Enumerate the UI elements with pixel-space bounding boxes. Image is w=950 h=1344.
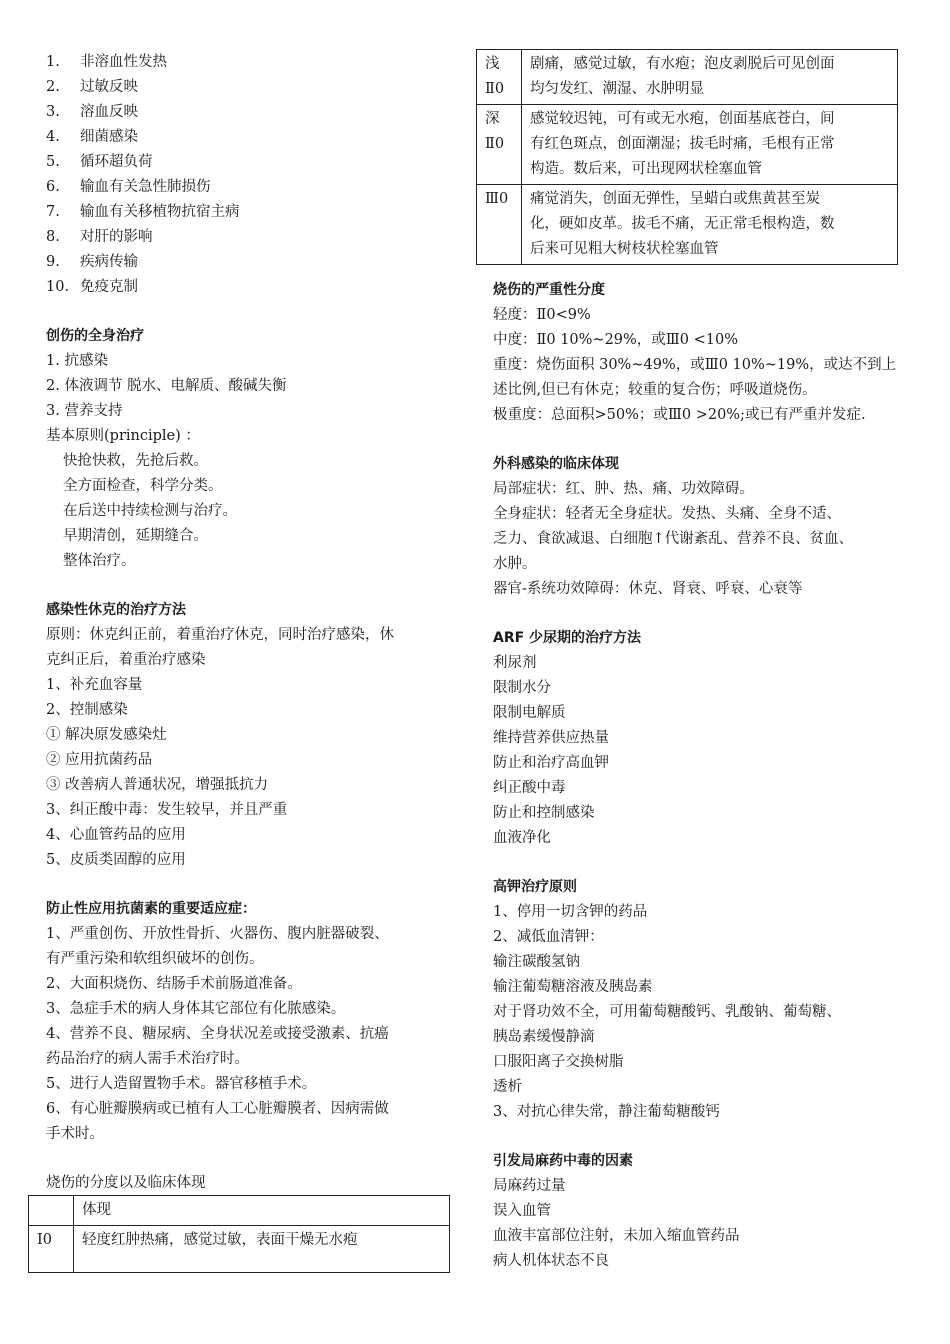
text-line: 血液净化	[493, 830, 551, 846]
text-line: 限制电解质	[493, 705, 566, 721]
text-line: 防止和控制感染	[493, 805, 595, 821]
text-line: 局麻药过量	[493, 1178, 566, 1194]
table-row	[29, 1226, 450, 1273]
text-line: 1、严重创伤、开放性骨折、火器伤、腹内脏器破裂、	[46, 926, 389, 942]
table-header-row	[29, 1196, 450, 1226]
burn-table-part1	[28, 1195, 450, 1273]
text-line: 纠正酸中毒	[493, 780, 566, 796]
text-line: 胰岛素缓慢静滴	[493, 1029, 595, 1045]
text-line: 局部症状：红、肿、热、痛、功效障碍。	[493, 481, 754, 497]
list-item: 9. 疾病传输	[46, 254, 138, 270]
table-cell: 剧痛，感觉过敏，有水疱；泡皮剥脱后可见创面 均匀发红、潮湿、水肿明显	[522, 50, 898, 105]
text-line: 重度：烧伤面积 30%~49%，或Ⅲ0 10%~19%，或达不到上	[493, 357, 897, 373]
table-cell: I0	[29, 1226, 74, 1273]
burn-table-part2	[476, 49, 898, 265]
list-item: 8. 对肝的影响	[46, 229, 153, 245]
text-line: 2、减低血清钾：	[493, 929, 604, 945]
section-heading-antibiotic: 防止性应用抗菌素的重要适应症：	[46, 901, 256, 917]
text-line: 2. 体液调节 脱水、电解质、酸碱失衡	[46, 378, 287, 394]
text-line: 轻度：Ⅱ0<9%	[493, 307, 591, 323]
list-item: 10. 免疫克制	[46, 279, 138, 295]
list-item: 7. 输血有关移植物抗宿主病	[46, 204, 240, 220]
table-cell: 轻度红肿热痛，感觉过敏，表面干燥无水疱	[74, 1226, 450, 1273]
principle-label: 基本原则(principle) ：	[46, 428, 200, 444]
text-line: 原则：休克纠正前，着重治疗休克，同时治疗感染，休	[46, 627, 394, 643]
text-line: ③ 改善病人普通状况，增强抵抗力	[46, 777, 269, 793]
text-line: 5、进行人造留置物手术。器官移植手术。	[46, 1076, 317, 1092]
text-line: 2、控制感染	[46, 702, 128, 718]
text-line: 在后送中持续检测与治疗。	[63, 503, 237, 519]
text-line: 全身症状：轻者无全身症状。发热、头痛、全身不适、	[493, 506, 841, 522]
text-line: 早期清创，延期缝合。	[63, 528, 208, 544]
text-line: 4、心血管药品的应用	[46, 827, 186, 843]
table-row	[477, 105, 898, 185]
text-line: 乏力、食欲减退、白细胞↑代谢紊乱、营养不良、贫血、	[493, 531, 854, 547]
text-line: 6、有心脏瓣膜病或已植有人工心脏瓣膜者、因病需做	[46, 1101, 389, 1117]
list-item: 6. 输血有关急性肺损伤	[46, 179, 211, 195]
table-cell: 深 Ⅱ0	[477, 105, 522, 185]
text-line: 病人机体状态不良	[493, 1253, 609, 1269]
list-item: 3. 溶血反映	[46, 104, 138, 120]
text-line: 有严重污染和软组织破坏的创伤。	[46, 951, 264, 967]
table-cell: 痛觉消失，创面无弹性，呈蜡白或焦黄甚至炭 化，硬如皮革。拔毛不痛，无正常毛根构造，数 后来可见粗大树枝状栓塞血管	[522, 185, 898, 265]
table-row	[477, 50, 898, 105]
text-line: 手术时。	[46, 1126, 104, 1142]
text-line: 利尿剂	[493, 655, 537, 671]
text-line: 器官-系统功效障碍：休克、肾衰、呼衰、心衰等	[493, 581, 803, 597]
text-line: 5、皮质类固醇的应用	[46, 852, 186, 868]
table-row	[477, 185, 898, 265]
section-heading-infection: 外科感染的临床体现	[493, 456, 619, 472]
text-line: 输注葡萄糖溶液及胰岛素	[493, 979, 653, 995]
text-line: 极重度：总面积>50%；或Ⅲ0 >20%;或已有严重并发症.	[493, 407, 866, 423]
list-item: 4. 细菌感染	[46, 129, 138, 145]
section-heading-hyperkalemia: 高钾治疗原则	[493, 879, 577, 895]
text-line: 3、对抗心律失常，静注葡萄糖酸钙	[493, 1104, 720, 1120]
text-line: 快抢快救，先抢后救。	[63, 453, 208, 469]
table-cell: 浅 Ⅱ0	[477, 50, 522, 105]
text-line: 全方面检查，科学分类。	[63, 478, 223, 494]
text-line: 误入血管	[493, 1203, 551, 1219]
list-item: 2. 过敏反映	[46, 79, 138, 95]
text-line: 整体治疗。	[63, 553, 136, 569]
section-heading-severity: 烧伤的严重性分度	[493, 282, 605, 298]
text-line: 4、营养不良、糖尿病、全身状况差或接受激素、抗癌	[46, 1026, 389, 1042]
text-line: 输注碳酸氢钠	[493, 954, 580, 970]
text-line: 述比例,但已有休克；较重的复合伤；呼吸道烧伤。	[493, 382, 817, 398]
text-line: 克纠正后，着重治疗感染	[46, 652, 206, 668]
list-item: 5. 循环超负荷	[46, 154, 153, 170]
text-line: 口服阳离子交换树脂	[493, 1054, 624, 1070]
text-line: ② 应用抗菌药品	[46, 752, 153, 768]
text-line: 限制水分	[493, 680, 551, 696]
section-heading-shock: 感染性休克的治疗方法	[46, 602, 186, 618]
text-line: 对于肾功效不全，可用葡萄糖酸钙、乳酸钠、葡萄糖、	[493, 1004, 841, 1020]
section-heading-arf: ARF 少尿期的治疗方法	[493, 630, 642, 646]
table-cell: 感觉较迟钝，可有或无水疱，创面基底苍白，间 有红色斑点，创面潮湿；拔毛时痛，毛根有正常 构造。数后来，可出现网状栓塞血管	[522, 105, 898, 185]
table-cell	[29, 1196, 74, 1226]
text-line: 防止和治疗高血钾	[493, 755, 609, 771]
text-line: 1、补充血容量	[46, 677, 143, 693]
text-line: 3、急症手术的病人身体其它部位有化脓感染。	[46, 1001, 346, 1017]
section-heading-trauma: 创伤的全身治疗	[46, 328, 144, 344]
text-line: 血液丰富部位注射，未加入缩血管药品	[493, 1228, 740, 1244]
section-heading-anesthetic: 引发局麻药中毒的因素	[493, 1153, 633, 1169]
text-line: 1. 抗感染	[46, 353, 108, 369]
text-line: 透析	[493, 1079, 522, 1095]
burn-table-caption: 烧伤的分度以及临床体现	[46, 1175, 206, 1191]
text-line: 中度：Ⅱ0 10%~29%，或Ⅲ0 <10%	[493, 332, 738, 348]
list-item: 1. 非溶血性发热	[46, 54, 167, 70]
text-line: 维持营养供应热量	[493, 730, 609, 746]
text-line: 1、停用一切含钾的药品	[493, 904, 648, 920]
text-line: 药品治疗的病人需手术治疗时。	[46, 1051, 249, 1067]
text-line: 2、大面积烧伤、结肠手术前肠道准备。	[46, 976, 302, 992]
table-cell: Ⅲ0	[477, 185, 522, 265]
table-cell: 体现	[74, 1196, 450, 1226]
text-line: 3、纠正酸中毒：发生较早，并且严重	[46, 802, 288, 818]
text-line: 水肿。	[493, 556, 537, 572]
text-line: 3. 营养支持	[46, 403, 123, 419]
text-line: ① 解决原发感染灶	[46, 727, 167, 743]
